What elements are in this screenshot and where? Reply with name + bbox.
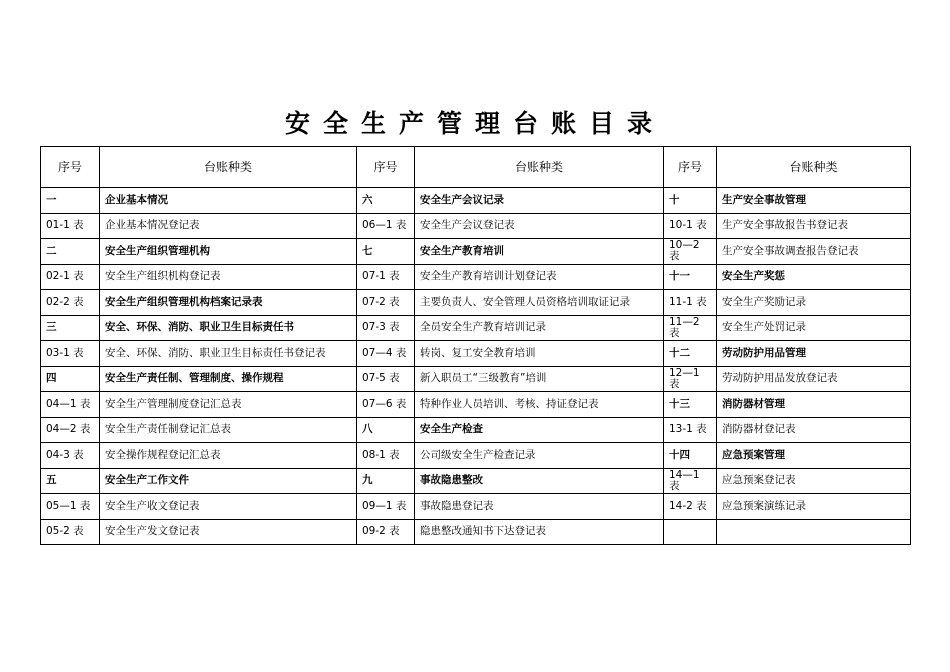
serial-cell: 十三 xyxy=(664,392,717,418)
serial-cell: 10-1 表 xyxy=(664,213,717,239)
serial-cell: 二 xyxy=(41,239,100,265)
ledger-catalog-table xyxy=(40,146,911,545)
serial-cell: 07-2 表 xyxy=(357,290,415,316)
serial-cell: 12—1 表 xyxy=(664,366,717,392)
table-row xyxy=(41,417,911,443)
serial-cell: 六 xyxy=(357,188,415,214)
serial-cell: 七 xyxy=(357,239,415,265)
ledger-type-cell: 应急预案管理 xyxy=(717,443,911,469)
serial-cell: 三 xyxy=(41,315,100,341)
table-row xyxy=(41,494,911,520)
table-header-row xyxy=(41,147,911,188)
serial-cell: 八 xyxy=(357,417,415,443)
ledger-type-cell: 安全生产处罚记录 xyxy=(717,315,911,341)
serial-cell: 四 xyxy=(41,366,100,392)
serial-cell: 06—1 表 xyxy=(357,213,415,239)
serial-cell: 07-3 表 xyxy=(357,315,415,341)
serial-cell: 08-1 表 xyxy=(357,443,415,469)
ledger-type-cell: 消防器材登记表 xyxy=(717,417,911,443)
serial-cell: 04—2 表 xyxy=(41,417,100,443)
serial-cell: 十四 xyxy=(664,443,717,469)
serial-cell: 11-1 表 xyxy=(664,290,717,316)
serial-cell: 07—4 表 xyxy=(357,341,415,367)
ledger-type-cell: 企业基本情况 xyxy=(100,188,357,214)
table-row xyxy=(41,366,911,392)
serial-cell: 09—1 表 xyxy=(357,494,415,520)
table-row xyxy=(41,213,911,239)
col-header-serial: 序号 xyxy=(41,147,100,188)
serial-cell: 11—2 表 xyxy=(664,315,717,341)
serial-cell: 02-1 表 xyxy=(41,264,100,290)
serial-cell: 14-2 表 xyxy=(664,494,717,520)
table-body xyxy=(41,188,911,545)
col-header-serial: 序号 xyxy=(664,147,717,188)
ledger-type-cell: 劳动防护用品管理 xyxy=(717,341,911,367)
ledger-type-cell: 安全、环保、消防、职业卫生目标责任书 xyxy=(100,315,357,341)
ledger-type-cell: 安全生产会议记录 xyxy=(415,188,664,214)
table-row xyxy=(41,468,911,494)
table-row xyxy=(41,443,911,469)
table-row xyxy=(41,239,911,265)
table-row xyxy=(41,264,911,290)
ledger-type-cell: 安全生产管理制度登记汇总表 xyxy=(100,392,357,418)
ledger-type-cell: 主要负责人、安全管理人员资格培训取证记录 xyxy=(415,290,664,316)
serial-cell: 九 xyxy=(357,468,415,494)
ledger-type-cell: 事故隐患整改 xyxy=(415,468,664,494)
ledger-type-cell: 安全生产会议登记表 xyxy=(415,213,664,239)
serial-cell xyxy=(664,519,717,545)
ledger-type-cell: 安全生产奖惩 xyxy=(717,264,911,290)
ledger-type-cell: 安全生产检查 xyxy=(415,417,664,443)
ledger-type-cell: 全员安全生产教育培训记录 xyxy=(415,315,664,341)
col-header-ledger-type: 台账种类 xyxy=(717,147,911,188)
ledger-type-cell: 企业基本情况登记表 xyxy=(100,213,357,239)
col-header-ledger-type: 台账种类 xyxy=(415,147,664,188)
ledger-type-cell: 安全生产工作文件 xyxy=(100,468,357,494)
serial-cell: 13-1 表 xyxy=(664,417,717,443)
col-header-ledger-type: 台账种类 xyxy=(100,147,357,188)
table-row xyxy=(41,188,911,214)
col-header-serial: 序号 xyxy=(357,147,415,188)
ledger-type-cell: 安全生产组织管理机构 xyxy=(100,239,357,265)
serial-cell: 07—6 表 xyxy=(357,392,415,418)
ledger-type-cell: 安全生产组织管理机构档案记录表 xyxy=(100,290,357,316)
ledger-type-cell: 消防器材管理 xyxy=(717,392,911,418)
ledger-type-cell: 安全生产责任制、管理制度、操作规程 xyxy=(100,366,357,392)
serial-cell: 09-2 表 xyxy=(357,519,415,545)
ledger-type-cell: 安全生产奖励记录 xyxy=(717,290,911,316)
serial-cell: 五 xyxy=(41,468,100,494)
serial-cell: 十二 xyxy=(664,341,717,367)
ledger-type-cell: 公司级安全生产检查记录 xyxy=(415,443,664,469)
serial-cell: 07-5 表 xyxy=(357,366,415,392)
page-title: 安全生产管理台账目录 xyxy=(284,109,665,138)
ledger-type-cell: 安全生产组织机构登记表 xyxy=(100,264,357,290)
ledger-type-cell xyxy=(717,519,911,545)
ledger-type-cell: 安全操作规程登记汇总表 xyxy=(100,443,357,469)
serial-cell: 十 xyxy=(664,188,717,214)
ledger-type-cell: 隐患整改通知书下达登记表 xyxy=(415,519,664,545)
serial-cell: 04-3 表 xyxy=(41,443,100,469)
serial-cell: 07-1 表 xyxy=(357,264,415,290)
ledger-type-cell: 劳动防护用品发放登记表 xyxy=(717,366,911,392)
table-row xyxy=(41,315,911,341)
ledger-type-cell: 生产安全事故调查报告登记表 xyxy=(717,239,911,265)
table-row xyxy=(41,341,911,367)
ledger-type-cell: 生产安全事故管理 xyxy=(717,188,911,214)
ledger-type-cell: 特种作业人员培训、考核、持证登记表 xyxy=(415,392,664,418)
serial-cell: 02-2 表 xyxy=(41,290,100,316)
serial-cell: 14—1 表 xyxy=(664,468,717,494)
table-row xyxy=(41,519,911,545)
ledger-type-cell: 事故隐患登记表 xyxy=(415,494,664,520)
ledger-type-cell: 应急预案演练记录 xyxy=(717,494,911,520)
ledger-type-cell: 应急预案登记表 xyxy=(717,468,911,494)
serial-cell: 04—1 表 xyxy=(41,392,100,418)
ledger-type-cell: 安全、环保、消防、职业卫生目标责任书登记表 xyxy=(100,341,357,367)
table-row xyxy=(41,290,911,316)
serial-cell: 03-1 表 xyxy=(41,341,100,367)
table-row xyxy=(41,392,911,418)
ledger-type-cell: 安全生产责任制登记汇总表 xyxy=(100,417,357,443)
serial-cell: 05—1 表 xyxy=(41,494,100,520)
serial-cell: 十一 xyxy=(664,264,717,290)
ledger-type-cell: 安全生产教育培训 xyxy=(415,239,664,265)
serial-cell: 01-1 表 xyxy=(41,213,100,239)
ledger-type-cell: 转岗、复工安全教育培训 xyxy=(415,341,664,367)
ledger-type-cell: 新入职员工“三级教育”培训 xyxy=(415,366,664,392)
ledger-type-cell: 安全生产收文登记表 xyxy=(100,494,357,520)
serial-cell: 10—2 表 xyxy=(664,239,717,265)
serial-cell: 一 xyxy=(41,188,100,214)
ledger-type-cell: 安全生产教育培训计划登记表 xyxy=(415,264,664,290)
serial-cell: 05-2 表 xyxy=(41,519,100,545)
ledger-type-cell: 生产安全事故报告书登记表 xyxy=(717,213,911,239)
ledger-type-cell: 安全生产发文登记表 xyxy=(100,519,357,545)
